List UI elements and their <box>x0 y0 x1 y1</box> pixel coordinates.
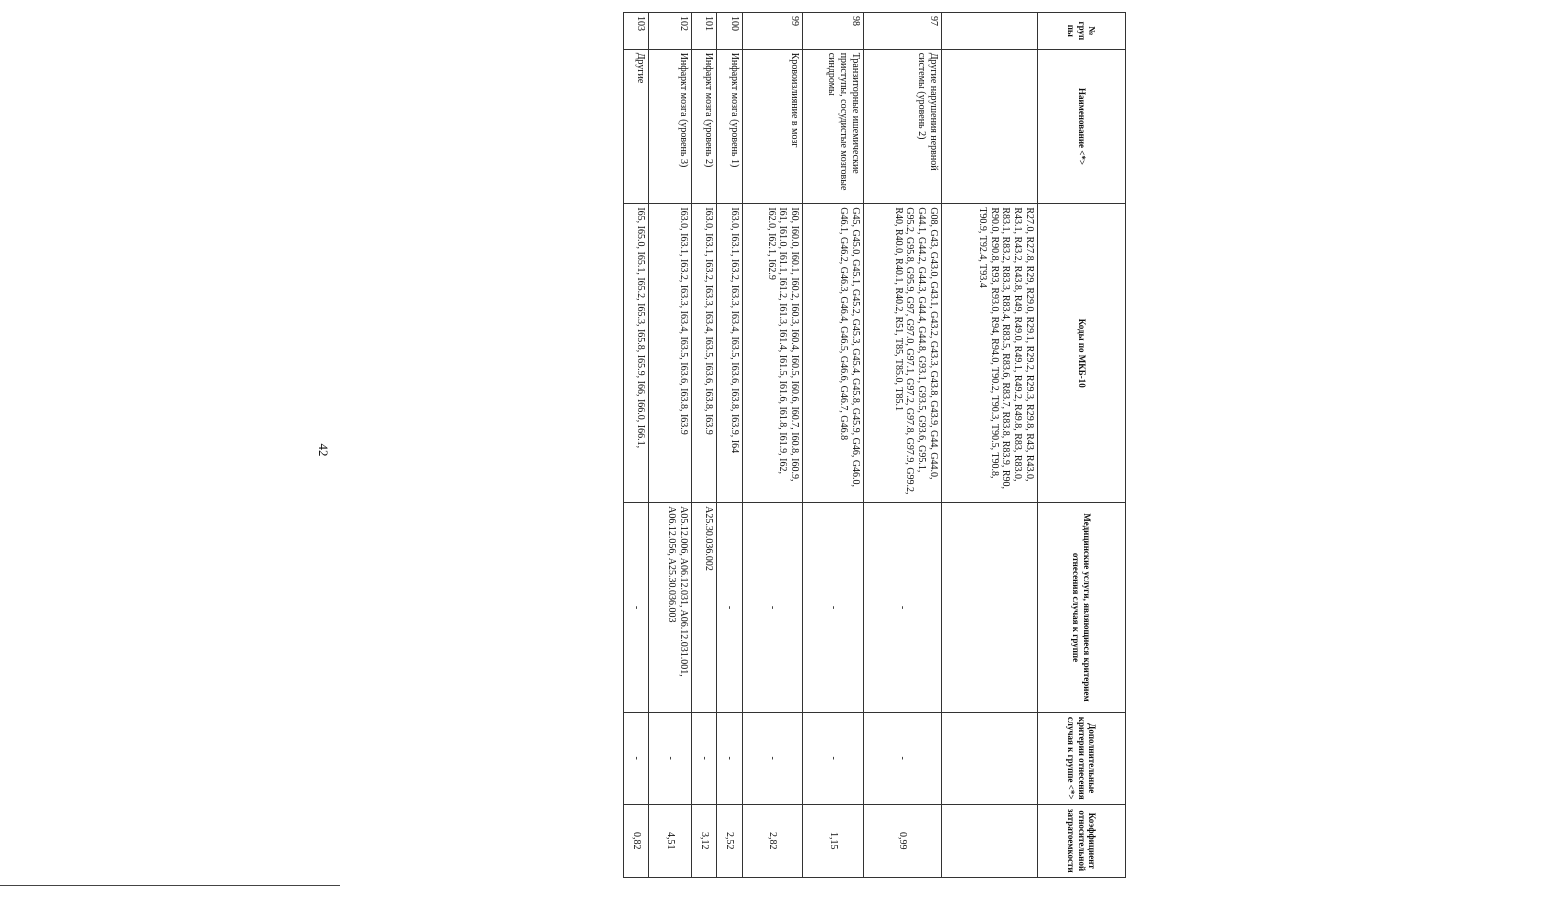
cell-codes: G45, G45.0, G45.1, G45.2, G45.3, G45.4, G45.8, G45.9, G46, G46.0, G46.1, G46.2, G46.3, G46.4, G46.5, G46.6, G46.7, G46.8 <box>803 204 864 503</box>
cell-coef: 3,12 <box>692 804 717 877</box>
cell-coef: 2,82 <box>742 804 803 877</box>
cell-additional: - <box>742 712 803 804</box>
cell-name: Кровоизлияние в мозг <box>742 49 803 204</box>
cell-name: Другие нарушения нервной системы (уровень 2) <box>863 49 941 204</box>
cell-codes: I63.0, I63.1, I63.2, I63.3, I63.4, I63.5, I63.6, I63.8, I63.9, I64 <box>717 204 742 503</box>
cell-num: 103 <box>624 13 649 50</box>
header-additional: Дополнительные критерии отнесения случая к группе <*> <box>1038 712 1126 804</box>
table-row <box>863 13 941 878</box>
cell-name: Инфаркт мозга (уровень 2) <box>692 49 717 204</box>
cell-coef: 4,51 <box>649 804 692 877</box>
table-container <box>631 0 1545 873</box>
header-codes: Коды по МКБ-10 <box>1038 204 1126 503</box>
cell-num: 101 <box>692 13 717 50</box>
table-row <box>803 13 864 878</box>
cell-services: - <box>863 503 941 713</box>
cell-services: - <box>742 503 803 713</box>
cell-services: - <box>717 503 742 713</box>
header-services: Медицинские услуги, являющиеся критерием отнесения случая к группе <box>1038 503 1126 713</box>
cell-codes: I60, I60.0, I60.1, I60.2, I60.3, I60.4, I60.5, I60.6, I60.7, I60.8, I60.9, I61, I61.0, I61.1, I61.2, I61.3, I61.4, I61.5, I61.6, I61.8, I61.9, I62, I62.0, I62.1, I62.9 <box>742 204 803 503</box>
cell-name: Другие <box>624 49 649 204</box>
cell-name: Инфаркт мозга (уровень 1) <box>717 49 742 204</box>
table-row <box>742 13 803 878</box>
cell-name: Транзиторные ишемические приступы, сосудистые мозговые синдромы <box>803 49 864 204</box>
table-row <box>649 13 692 878</box>
cell-services <box>942 503 1038 713</box>
cell-coef: 0,99 <box>863 804 941 877</box>
cell-additional: - <box>692 712 717 804</box>
header-num: № груп пы <box>1038 13 1126 50</box>
cell-codes: I63.0, I63.1, I63.2, I63.3, I63.4, I63.5, I63.6, I63.8, I63.9 <box>692 204 717 503</box>
table-row <box>717 13 742 878</box>
cell-num: 98 <box>803 13 864 50</box>
cell-services: - <box>803 503 864 713</box>
cell-coef: 1,15 <box>803 804 864 877</box>
table-row <box>624 13 649 878</box>
table-row <box>942 13 1038 878</box>
cell-additional: - <box>803 712 864 804</box>
header-name: Наименование <*> <box>1038 49 1126 204</box>
cell-services: A25.30.036.002 <box>692 503 717 713</box>
cell-codes: G08, G43, G43.0, G43.1, G43.2, G43.3, G43.8, G43.9, G44, G44.0, G44.1, G44.2, G44.3, G44.4, G44.8, G93.1, G93.5, G93.6, G95.1, G95.2, G95.8, G95.9, G97, G97.0, G97.1, G97.2, G97.8, G97.9, G99.2, R40, R40.0, R40.1, R40.2, R51, T85, T85.0, T85.1 <box>863 204 941 503</box>
table-header-row <box>1038 13 1126 878</box>
cell-num: 102 <box>649 13 692 50</box>
cell-additional: - <box>863 712 941 804</box>
cell-coef <box>942 804 1038 877</box>
cell-name <box>942 49 1038 204</box>
ksg-table <box>623 12 1126 878</box>
table-row <box>692 13 717 878</box>
cell-codes: I63.0, I63.1, I63.2, I63.3, I63.4, I63.5, I63.6, I63.8, I63.9 <box>649 204 692 503</box>
cell-num <box>942 13 1038 50</box>
cell-num: 99 <box>742 13 803 50</box>
footer-rule <box>0 885 340 886</box>
cell-coef: 2,52 <box>717 804 742 877</box>
cell-num: 100 <box>717 13 742 50</box>
cell-additional: - <box>717 712 742 804</box>
cell-additional: - <box>649 712 692 804</box>
cell-coef: 0,82 <box>624 804 649 877</box>
cell-codes: I65, I65.0, I65.1, I65.2, I65.3, I65.8, I65.9, I66, I66.0, I66.1, <box>624 204 649 503</box>
page-number: 42 <box>316 443 331 457</box>
cell-services: A05.12.006, A06.12.031, A06.12.031.001, A06.12.056, A25.30.036.003 <box>649 503 692 713</box>
cell-num: 97 <box>863 13 941 50</box>
header-coef: Коэффициент относительной затратоемкости <box>1038 804 1126 877</box>
cell-additional: - <box>624 712 649 804</box>
cell-name: Инфаркт мозга (уровень 3) <box>649 49 692 204</box>
cell-services: - <box>624 503 649 713</box>
cell-additional <box>942 712 1038 804</box>
cell-codes: R27.0, R27.8, R29, R29.0, R29.1, R29.2, R29.3, R29.8, R43, R43.0, R43.1, R43.2, R43.8, R49, R49.0, R49.1, R49.2, R49.8, R83, R83.0, R83.1, R83.2, R83.3, R83.4, R83.5, R83.6, R83.7, R83.8, R83.9, R90, R90.0, R90.8, R93, R93.0, R94, R94.0, T90.2, T90.3, T90.5, T90.8, T90.9, T92.4, T93.4 <box>942 204 1038 503</box>
